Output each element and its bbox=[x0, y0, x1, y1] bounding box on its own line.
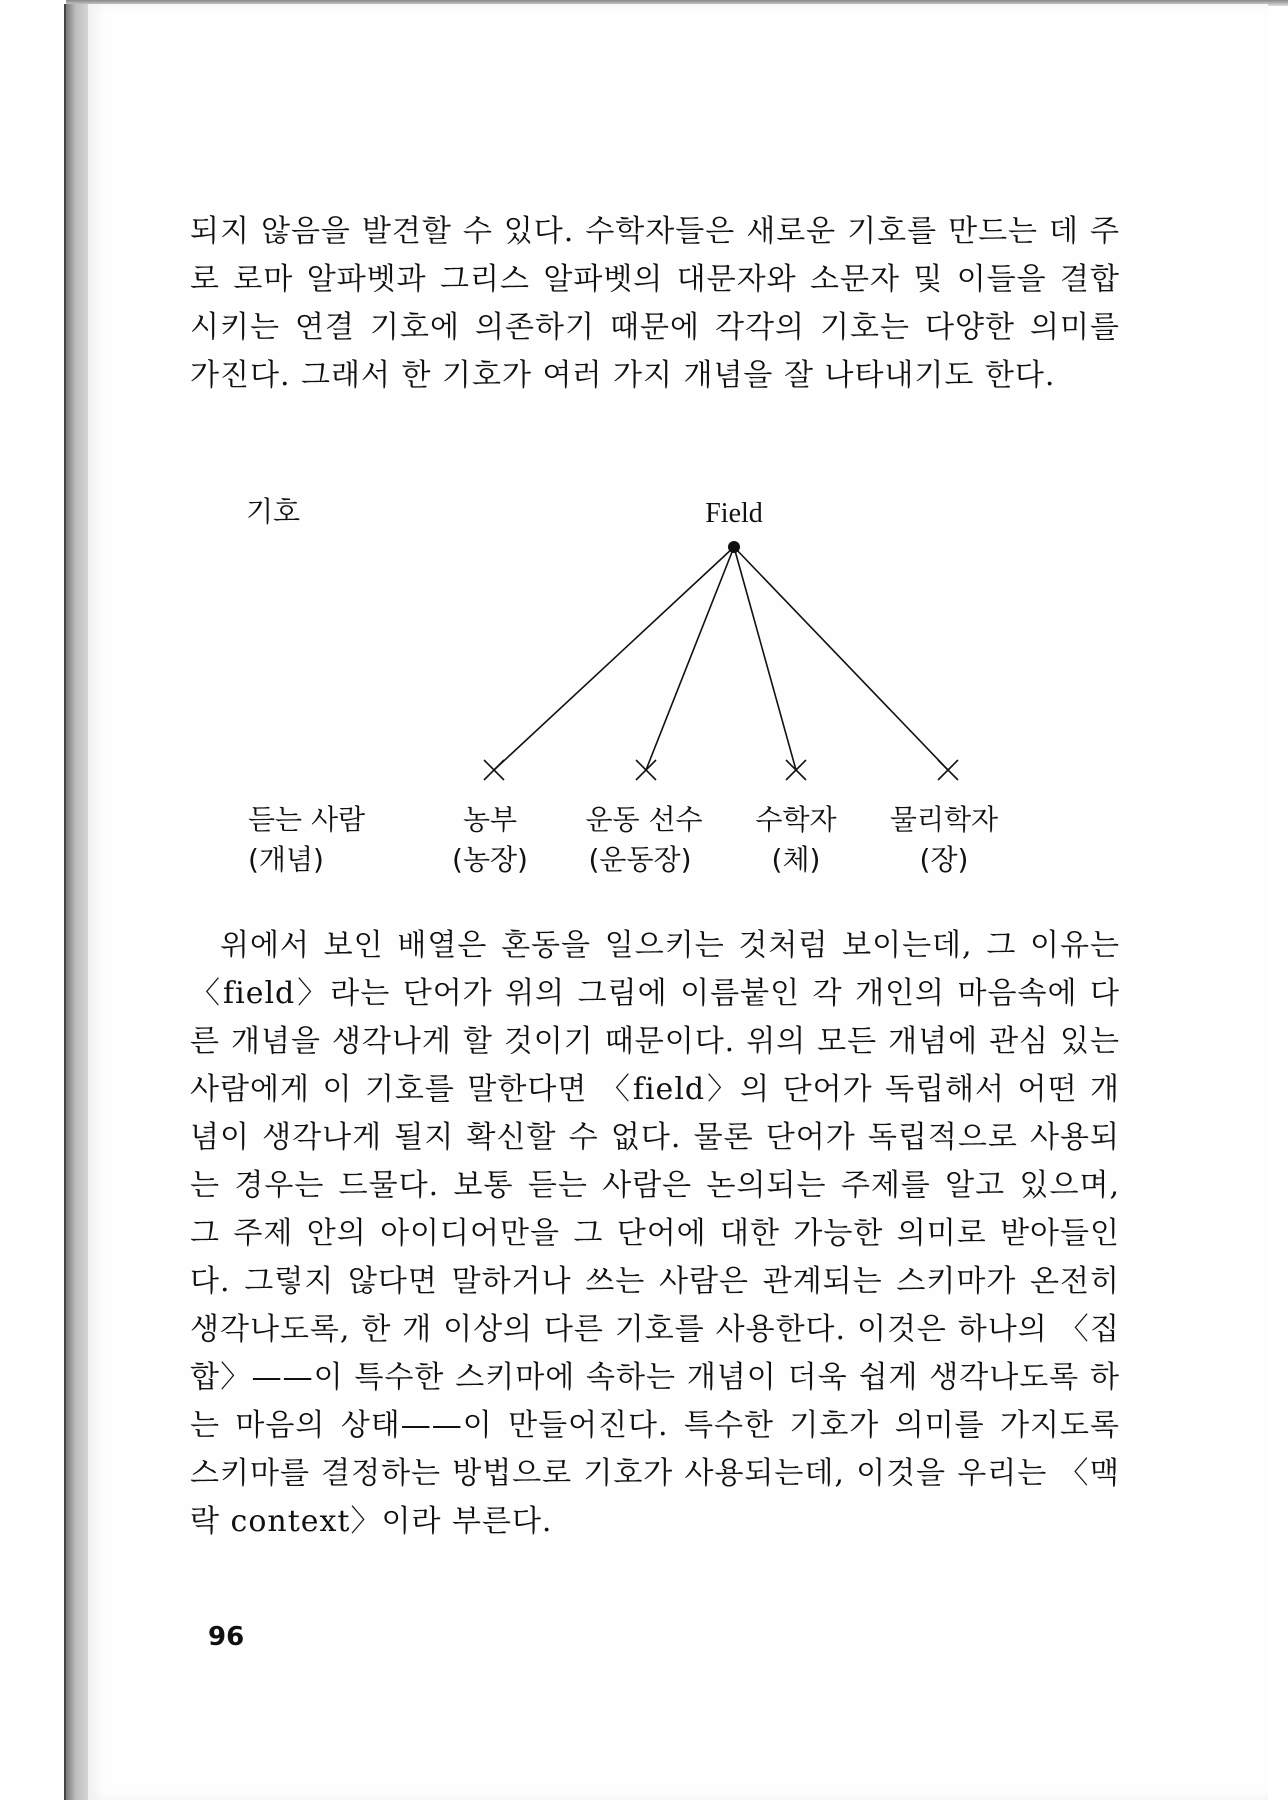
diagram-root-label: Field bbox=[705, 498, 763, 529]
branch-concept-field: (장) bbox=[919, 843, 969, 876]
page-number: 96 bbox=[208, 1622, 245, 1652]
branch-concept-farm: (농장) bbox=[452, 843, 528, 876]
branch-label-physicist: 물리학자 bbox=[889, 803, 999, 836]
branch-label-farmer: 농부 bbox=[462, 803, 518, 836]
book-spine bbox=[64, 4, 90, 1800]
diagram-symbol-label: 기호 bbox=[246, 495, 301, 528]
branch-concept-body: (체) bbox=[771, 843, 821, 876]
paragraph-1 bbox=[190, 208, 1120, 400]
diagram-hearer-label: 듣는 사람 bbox=[248, 803, 366, 836]
paragraph-2-text: 위에서 보인 배열은 혼동을 일으키는 것처럼 보이는데, 그 이유는 〈field〉라는 단어가 위의 그림에 이름붙인 각 개인의 마음속에 다른 개념을 생각나게 할 것이기 때문이다. 위의 모든 개념에 관심 있는 사람에게 이 기호를 말한다면 〈field〉의 단어가 독립해서 어떤 개념이 생각나게 될지 확신할 수 없다. 물론 단어가 독립적으로 사용되는 경우는 드물다. 보통 듣는 사람은 논의되는 주제를 알고 있으며, 그 주제 안의 아이디어만을 그 단어에 대한 가능한 의미로 받아들인다. 그렇지 않다면 말하거나 쓰는 사람은 관계되는 스키마가 온전히 생각나도록, 한 개 이상의 다른 기호를 사용한다. 이것은 하나의 〈집합〉——이 특수한 스키마에 속하는 개념이 더욱 쉽게 생각나도록 하는 마음의 상태——이 만들어진다. 특수한 기호가 의미를 가지도록 스키마를 결정하는 방법으로 기호가 사용되는데, 이것을 우리는 〈맥락 context〉이라 부른다. bbox=[190, 928, 1120, 1539]
paragraph-2 bbox=[190, 922, 1120, 1546]
branch-label-athlete: 운동 선수 bbox=[585, 803, 703, 836]
branch-label-mathematician: 수학자 bbox=[755, 803, 837, 836]
diagram-concept-label: (개념) bbox=[248, 843, 324, 876]
paragraph-1-text: 되지 않음을 발견할 수 있다. 수학자들은 새로운 기호를 만드는 데 주로 로마 알파벳과 그리스 알파벳의 대문자와 소문자 및 이들을 결합시키는 연결 기호에 의존하기 때문에 각각의 기호는 다양한 의미를 가진다. 그래서 한 기호가 여러 가지 개념을 잘 나타내기도 한다. bbox=[190, 214, 1120, 393]
branch-concept-stadium: (운동장) bbox=[588, 843, 692, 876]
